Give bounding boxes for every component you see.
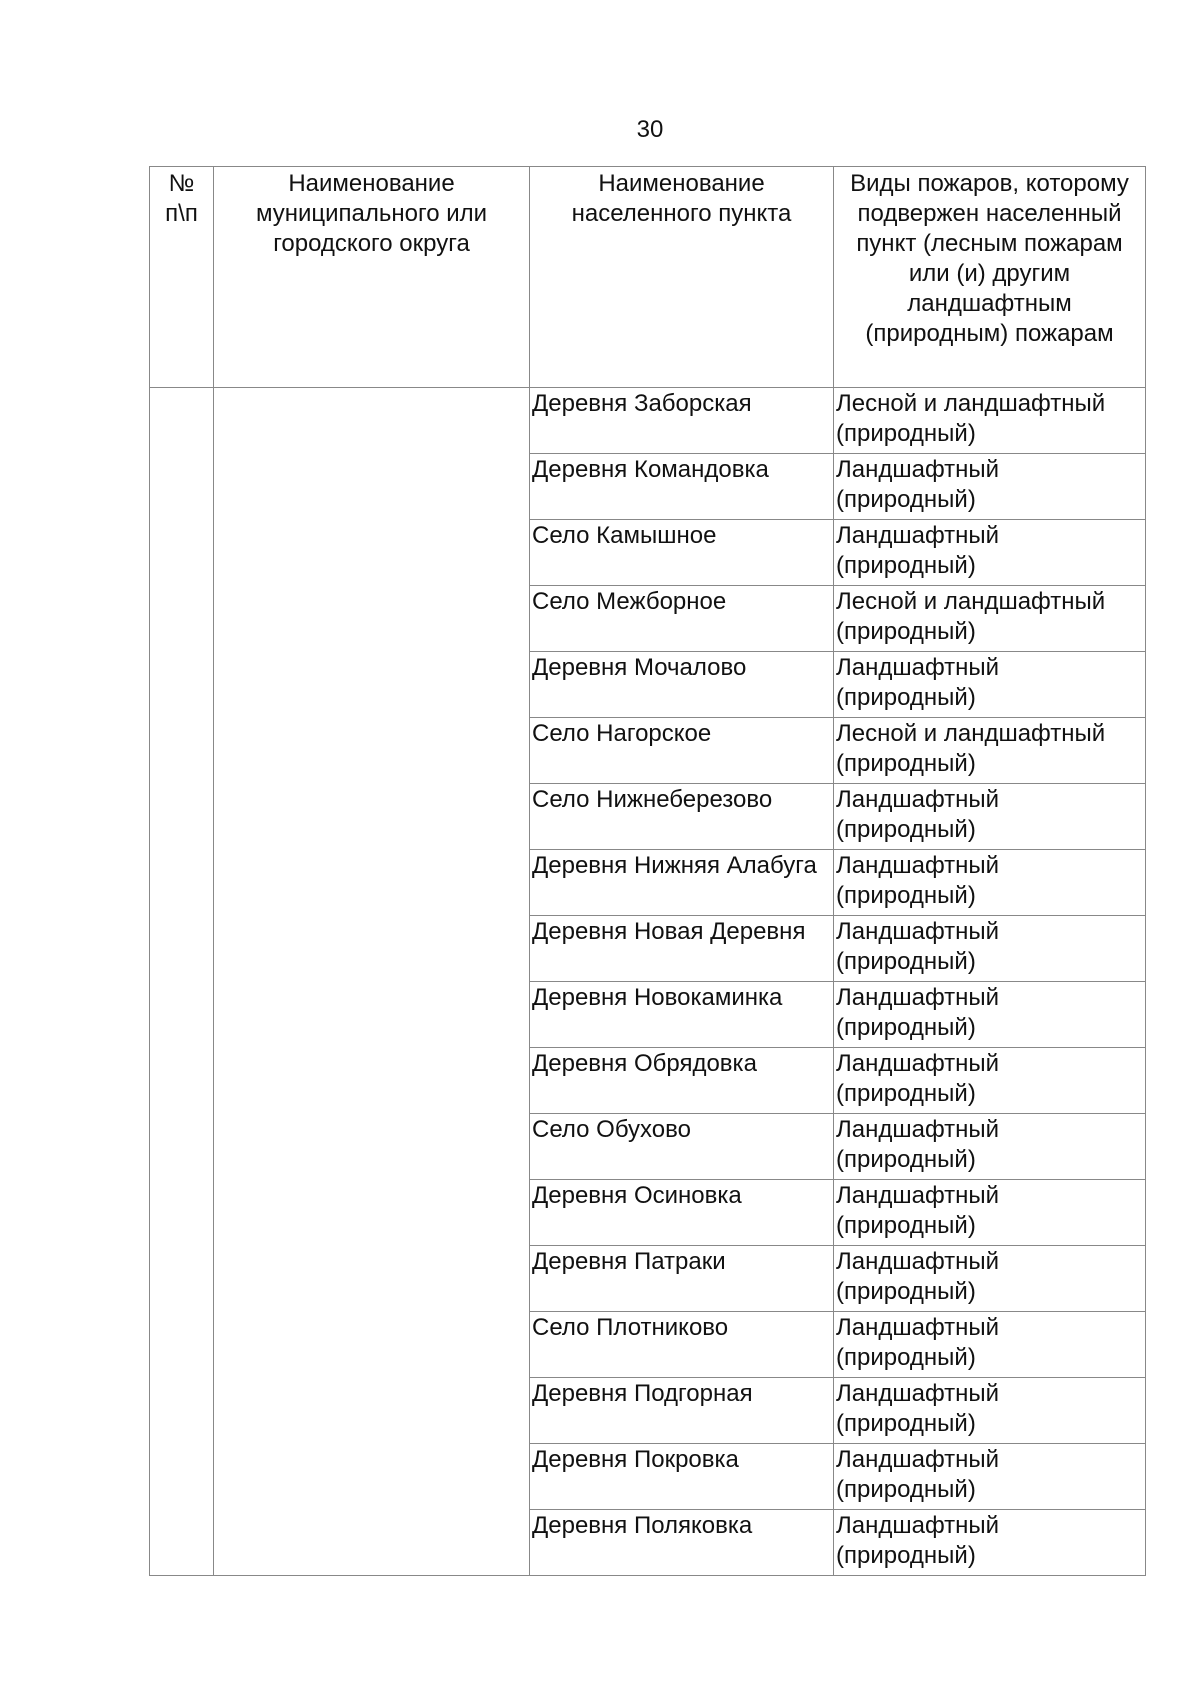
fire-type-cell: Ландшафтный (природный) [834,454,1146,520]
settlement-cell: Деревня Новая Деревня [530,916,834,982]
fire-type-cell: Лесной и ландшафтный (природный) [834,586,1146,652]
fire-type-cell: Ландшафтный (природный) [834,520,1146,586]
page-number: 30 [636,116,664,143]
settlement-cell: Село Обухово [530,1114,834,1180]
header-settlement: Наименование населенного пункта [530,167,834,388]
header-district: Наименование муниципального или городского округа [214,167,530,388]
number-cell [150,388,214,1576]
settlement-cell: Деревня Подгорная [530,1378,834,1444]
fire-type-cell: Ландшафтный (природный) [834,1312,1146,1378]
fire-type-cell: Ландшафтный (природный) [834,916,1146,982]
fire-type-cell: Ландшафтный (природный) [834,1114,1146,1180]
fire-type-cell: Ландшафтный (природный) [834,850,1146,916]
header-row [150,167,1146,388]
fire-type-cell: Ландшафтный (природный) [834,1444,1146,1510]
fire-type-cell: Ландшафтный (природный) [834,1180,1146,1246]
fire-type-cell: Ландшафтный (природный) [834,1510,1146,1576]
fire-type-cell: Лесной и ландшафтный (природный) [834,718,1146,784]
settlement-cell: Село Межборное [530,586,834,652]
fire-type-cell: Ландшафтный (природный) [834,652,1146,718]
settlement-cell: Село Камышное [530,520,834,586]
settlements-fire-table [149,166,1146,1576]
fire-type-cell: Лесной и ландшафтный (природный) [834,388,1146,454]
settlement-cell: Деревня Нижняя Алабуга [530,850,834,916]
table-header [150,167,1146,388]
settlement-cell: Село Нижнеберезово [530,784,834,850]
settlement-cell: Деревня Командовка [530,454,834,520]
settlement-cell: Деревня Патраки [530,1246,834,1312]
table-row [150,388,1146,454]
settlement-cell: Деревня Поляковка [530,1510,834,1576]
settlement-cell: Деревня Осиновка [530,1180,834,1246]
fire-type-cell: Ландшафтный (природный) [834,1048,1146,1114]
settlement-cell: Деревня Обрядовка [530,1048,834,1114]
table-body [150,388,1146,1576]
district-cell [214,388,530,1576]
fire-type-cell: Ландшафтный (природный) [834,1378,1146,1444]
settlement-cell: Деревня Новокаминка [530,982,834,1048]
fire-type-cell: Ландшафтный (природный) [834,1246,1146,1312]
settlement-cell: Село Нагорское [530,718,834,784]
settlement-cell: Село Плотниково [530,1312,834,1378]
settlement-cell: Деревня Мочалово [530,652,834,718]
header-number: № п\п [150,167,214,388]
fire-type-cell: Ландшафтный (природный) [834,982,1146,1048]
fire-type-cell: Ландшафтный (природный) [834,784,1146,850]
header-fire-type: Виды пожаров, которому подвержен населенный пункт (лесным пожарам или (и) другим ландшафтным (природным) пожарам [834,167,1146,388]
settlement-cell: Деревня Покровка [530,1444,834,1510]
settlement-cell: Деревня Заборская [530,388,834,454]
